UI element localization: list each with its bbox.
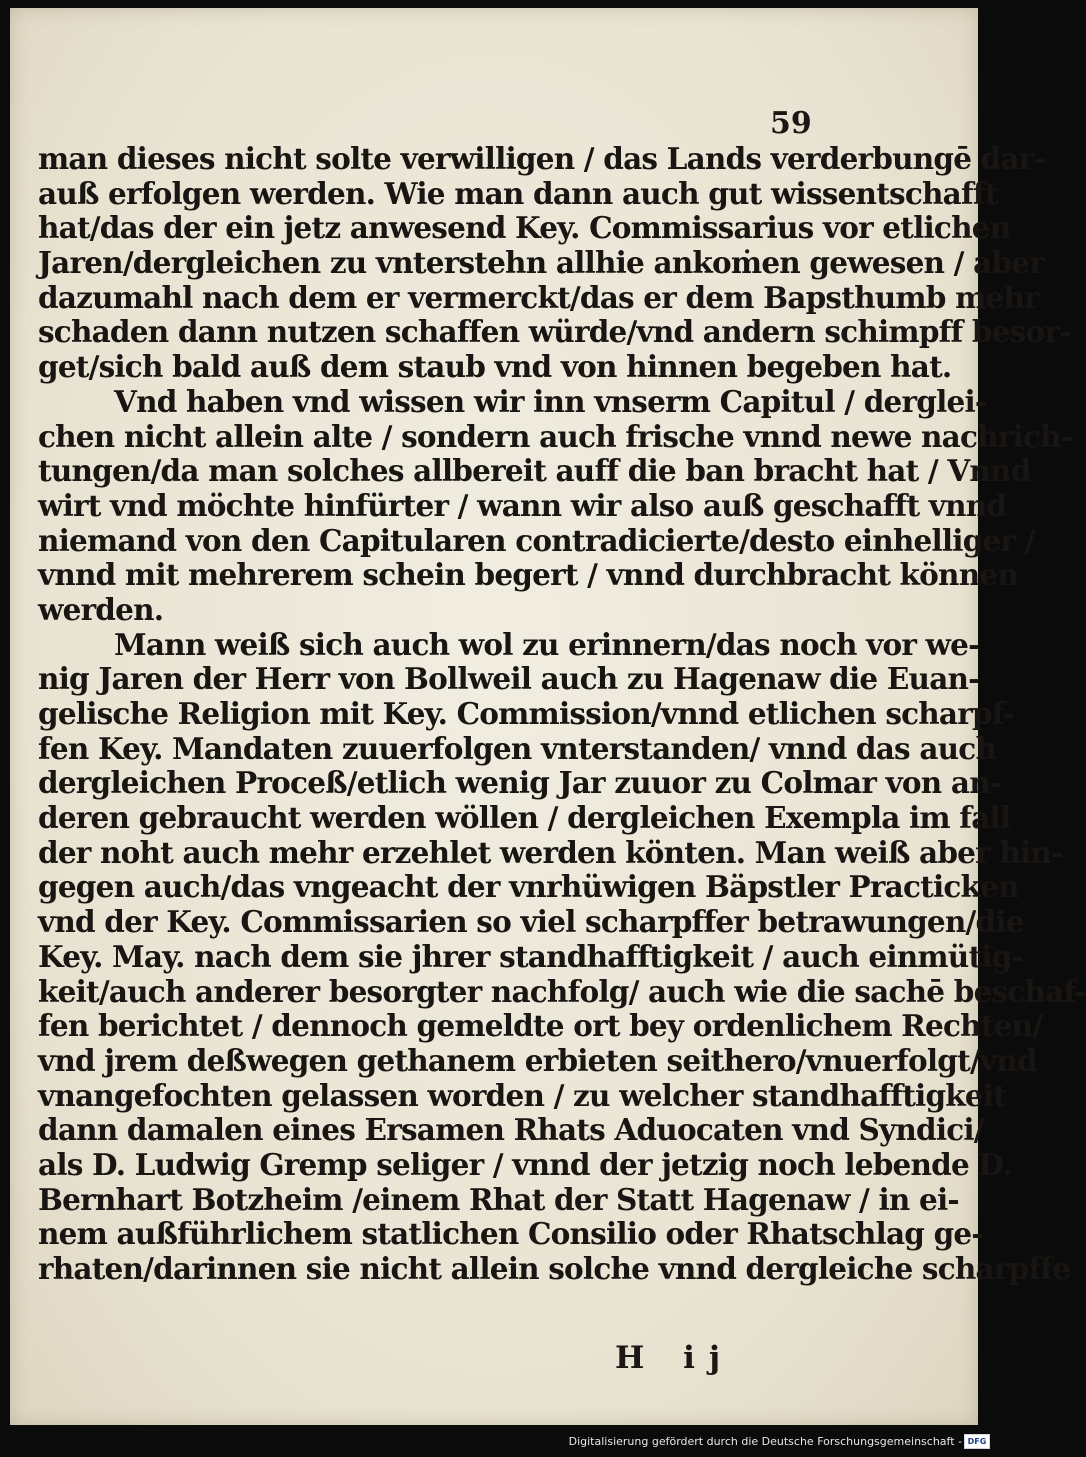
signature-mark: H ij xyxy=(615,1340,735,1376)
text-line: nem außführlichem statlichen Consilio oder Rhatschlag ge- xyxy=(38,1216,983,1252)
text-line: dann damalen eines Ersamen Rhats Aduocaten vnd Syndici/ xyxy=(38,1112,984,1148)
text-line: auß erfolgen werden. Wie man dann auch gut wissentschafft xyxy=(38,175,998,211)
text-line: chen nicht allein alte / sondern auch frische vnnd newe nachrich- xyxy=(38,418,1073,454)
footer-credit: Digitalisierung gefördert durch die Deutsche Forschungsgemeinschaft - xyxy=(568,1435,962,1448)
text-line: Vnd haben vnd wissen wir inn vnserm Capitul / derglei- xyxy=(114,383,987,419)
text-line: dazumahl nach dem er vermerckt/das er dem Bapsthumb mehr xyxy=(38,279,1039,315)
footer-bar xyxy=(0,1425,1000,1457)
text-line: gelische Religion mit Key. Commission/vnnd etlichen scharpf- xyxy=(38,696,1015,731)
text-line: get/sich bald auß dem staub vnd von hinnen begeben hat. xyxy=(38,349,952,385)
text-line: fen berichtet / dennoch gemeldte ort bey ordenlichem Rechten/ xyxy=(38,1008,1043,1044)
text-line: fen Key. Mandaten zuuerfolgen vnterstanden/ vnnd das auch xyxy=(38,730,997,766)
text-line: als D. Ludwig Gremp seliger / vnnd der jetzig noch lebende D. xyxy=(38,1146,1012,1182)
text-line: deren gebraucht werden wöllen / dergleichen Exempla im fall xyxy=(38,800,1011,836)
text-line: vnd jrem deßwegen gethanem erbieten seithero/vnuerfolgt/vnd xyxy=(38,1042,1037,1078)
text-line: keit/auch anderer besorgter nachfolg/ auch wie die sachē beschaf- xyxy=(38,973,1086,1009)
body-text xyxy=(38,141,1086,1287)
text-line: dergleichen Proceß/etlich wenig Jar zuuor zu Colmar von an- xyxy=(38,765,1002,801)
text-line: rhaten/darinnen sie nicht allein solche vnnd dergleiche scharpffe xyxy=(38,1251,1071,1286)
text-line: schaden dann nutzen schaffen würde/vnd andern schimpff besor- xyxy=(38,314,1071,350)
text-line: Key. May. nach dem sie jhrer standhafftigkeit / auch einmütig- xyxy=(38,938,1023,974)
dfg-logo: DFG xyxy=(964,1434,990,1449)
page-number: 59 xyxy=(770,106,812,141)
text-line: gegen auch/das vngeacht der vnrhüwigen Bäpstler Practicken xyxy=(38,869,1019,905)
text-line: vnangefochten gelassen worden / zu welcher standhafftigkeit xyxy=(38,1077,1007,1113)
text-line: Bernhart Botzheim /einem Rhat der Statt Hagenaw / in ei- xyxy=(38,1181,959,1217)
text-line: werden. xyxy=(38,591,164,627)
text-line: wirt vnd möchte hinfürter / wann wir also auß geschafft vnnd xyxy=(38,487,1007,523)
text-line: tungen/da man solches allbereit auff die ban bracht hat / Vnnd xyxy=(38,453,1031,489)
text-line: Mann weiß sich auch wol zu erinnern/das noch vor we- xyxy=(114,626,980,662)
text-line: hat/das der ein jetz anwesend Key. Commissarius vor etlichen xyxy=(38,210,1011,246)
text-line: man dieses nicht solte verwilligen / das Lands verderbungē dar- xyxy=(38,141,1045,176)
text-line: Jaren/dergleichen zu vnterstehn allhie ankoṁen gewesen / aber xyxy=(38,245,1044,281)
text-line: niemand von den Capitularen contradicierte/desto einhelliger / xyxy=(38,522,1035,558)
text-line: vnd der Key. Commissarien so viel scharpffer betrawungen/die xyxy=(38,904,1024,940)
text-line: vnnd mit mehrerem schein begert / vnnd durchbracht können xyxy=(38,557,1018,593)
text-line: nig Jaren der Herr von Bollweil auch zu Hagenaw die Euan- xyxy=(38,661,980,697)
text-line: der noht auch mehr erzehlet werden könten. Man weiß aber hin- xyxy=(38,834,1063,870)
